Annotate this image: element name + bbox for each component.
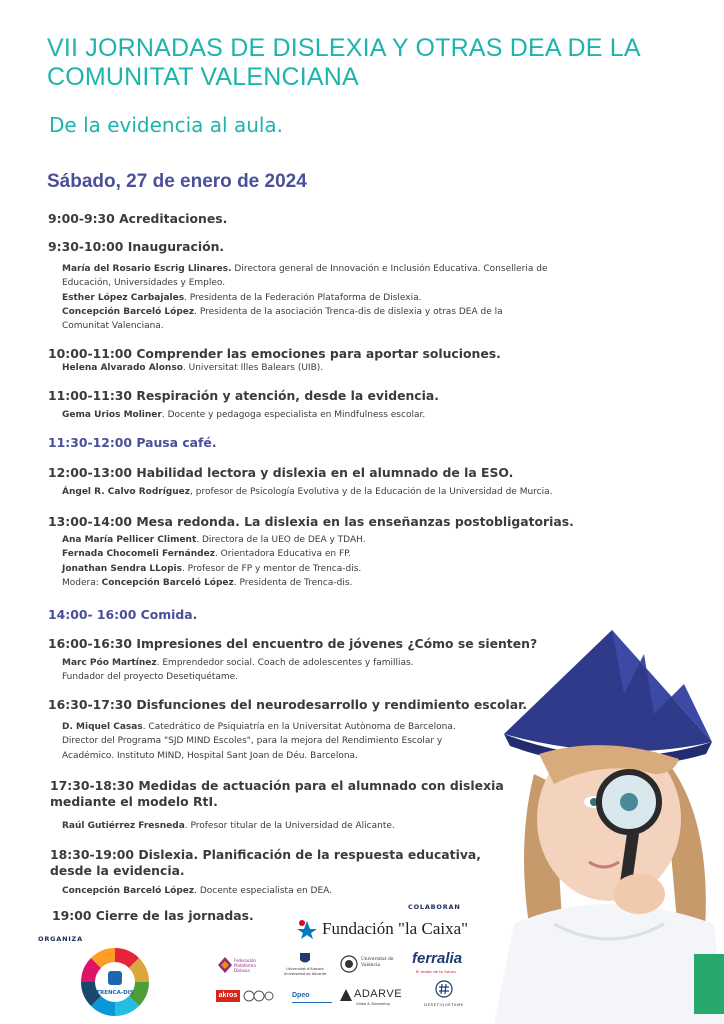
valencia-seal-icon bbox=[340, 955, 358, 973]
slot-inauguracion: 9:30-10:00 Inauguración. bbox=[48, 239, 225, 254]
speaker-name: Fernada Chocomeli Fernández bbox=[62, 549, 215, 560]
speaker-name: Raúl Gutiérrez Fresneda bbox=[62, 821, 185, 831]
speakers-habilidad-lectora bbox=[62, 485, 553, 499]
speaker-desc: . Directora de la UEO de DEA y TDAH. bbox=[196, 535, 366, 545]
slot-impresiones: 16:00-16:30 Impresiones del encuentro de jóvenes ¿Cómo se sienten? bbox=[48, 636, 538, 651]
speaker-name: Ángel R. Calvo Rodríguez bbox=[62, 487, 191, 497]
speaker-name: Helena Alvarado Alonso bbox=[62, 363, 183, 373]
adarve-subtext: Vídeo & Streaming bbox=[356, 1002, 390, 1006]
child-with-magnifier-image bbox=[494, 624, 724, 1024]
ferralia-logo bbox=[412, 950, 468, 976]
plataforma-icon bbox=[218, 957, 232, 973]
speakers-mesa-redonda bbox=[62, 533, 366, 590]
adarve-logo bbox=[340, 988, 410, 1008]
organizer-logo-text: TRENCA-DIS bbox=[96, 990, 134, 996]
adarve-text: ADARVE bbox=[354, 988, 403, 1000]
adarve-icon bbox=[340, 989, 352, 1001]
speakers-inauguracion bbox=[62, 262, 547, 333]
universidad-alicante-logo bbox=[282, 953, 328, 981]
speakers-planificacion bbox=[62, 884, 332, 898]
fundacion-la-caixa-logo bbox=[296, 918, 468, 940]
speaker-desc: Académico. Instituto MIND, Hospital Sant Joan de Déu. Barcelona. bbox=[62, 750, 358, 761]
slot-emociones: 10:00-11:00 Comprender las emociones para aportar soluciones. bbox=[48, 346, 501, 361]
partner-logo-icon bbox=[242, 989, 274, 1003]
la-caixa-star-icon bbox=[296, 918, 318, 940]
speaker-desc: Comunitat Valenciana. bbox=[62, 321, 164, 332]
speaker-name: Concepción Barceló López bbox=[62, 306, 195, 317]
speaker-name: Jonathan Sendra LLopis bbox=[62, 563, 182, 574]
speakers-medidas bbox=[62, 819, 395, 833]
slot-habilidad-lectora: 12:00-13:00 Habilidad lectora y dislexia en el alumnado de la ESO. bbox=[48, 465, 514, 480]
slot-medidas: 17:30-18:30 Medidas de actuación para el alumnado con dislexia mediante el modelo RtI. bbox=[50, 778, 504, 809]
desetiquetame-text: DESETIQUÉTAME bbox=[424, 1002, 464, 1007]
slot-disfunciones: 16:30-17:30 Disfunciones del neurodesarrollo y rendimiento escolar. bbox=[48, 697, 528, 712]
speaker-name: Concepción Barceló López bbox=[101, 577, 234, 588]
colaboran-label: COLABORAN bbox=[408, 903, 461, 911]
speaker-desc: . Universitat Illes Balears (UIB). bbox=[182, 363, 324, 373]
fundacion-text: Fundación "la Caixa" bbox=[322, 919, 469, 938]
speaker-desc: . Docente y pedagoga especialista en Mindfulness escolar. bbox=[161, 410, 426, 420]
alicante-text: Universitat d'Alacant Universidad de Alicante bbox=[283, 967, 327, 976]
speaker-desc: . Presidenta de la asociación Trenca-dis de dislexia y otras DEA de la bbox=[194, 306, 503, 317]
speaker-desc: . Docente especialista en DEA. bbox=[194, 886, 333, 896]
desetiquetame-logo bbox=[416, 980, 472, 1010]
speaker-desc: . Presidenta de la Federación Plataforma de Dislexia. bbox=[184, 292, 422, 303]
plataforma-text: Federación Plataforma Dislexia bbox=[234, 958, 256, 973]
dpeo-logo bbox=[292, 992, 338, 1012]
plataforma-dislexia-logo bbox=[218, 955, 268, 977]
slot-acreditaciones: 9:00-9:30 Acreditaciones. bbox=[48, 211, 228, 226]
slot-pausa-cafe: 11:30-12:00 Pausa café. bbox=[48, 435, 217, 450]
slot-planificacion: 18:30-19:00 Dislexia. Planificación de la respuesta educativa, desde la evidencia. bbox=[50, 847, 481, 878]
slot-mesa-redonda: 13:00-14:00 Mesa redonda. La dislexia en las enseñanzas postobligatorias. bbox=[48, 514, 574, 529]
speaker-desc: . Profesor titular de la Universidad de Alicante. bbox=[184, 821, 395, 831]
speaker-desc: . Presidenta de Trenca-dis. bbox=[233, 577, 353, 588]
speakers-disfunciones bbox=[62, 720, 456, 763]
speaker-name: María del Rosario Escrig Llinares. bbox=[62, 264, 232, 274]
slot-cierre: 19:00 Cierre de las jornadas. bbox=[52, 908, 254, 923]
dpeo-text: Dpeo bbox=[292, 992, 310, 999]
moderator-prefix: Modera: bbox=[62, 577, 102, 588]
speakers-emociones bbox=[62, 361, 323, 375]
speaker-name: Esther López Carbajales bbox=[62, 292, 185, 303]
valencia-text: Universitat de València bbox=[361, 957, 394, 968]
speaker-name: Marc Póo Martínez bbox=[62, 658, 157, 668]
speaker-name: Ana María Pellicer Climent bbox=[62, 535, 197, 545]
page-title: VII JORNADAS DE DISLEXIA Y OTRAS DEA DE LA COMUNITAT VALENCIANA bbox=[47, 34, 640, 91]
speaker-desc: . Catedrático de Psiquiatría en la Universitat Autònoma de Barcelona. bbox=[142, 722, 456, 732]
slot-respiracion: 11:00-11:30 Respiración y atención, desde la evidencia. bbox=[48, 388, 439, 403]
speaker-desc: . Emprendedor social. Coach de adolescentes y famillias. bbox=[156, 658, 414, 668]
speaker-name: Gema Urios Moliner bbox=[62, 410, 162, 420]
page-subtitle: De la evidencia al aula. bbox=[49, 113, 284, 137]
speaker-desc: Educación, Universidades y Empleo. bbox=[62, 278, 226, 289]
slot-comida: 14:00- 16:00 Comida. bbox=[48, 607, 198, 622]
speaker-name: D. Miquel Casas bbox=[62, 722, 143, 732]
event-date: Sábado, 27 de enero de 2024 bbox=[47, 171, 307, 192]
organiza-label: ORGANIZA bbox=[38, 935, 83, 943]
akros-logo bbox=[216, 990, 240, 1002]
universitat-valencia-logo bbox=[340, 953, 402, 977]
speaker-desc: . Profesor de FP y mentor de Trenca-dis. bbox=[181, 563, 362, 574]
akros-text: akros bbox=[218, 992, 238, 999]
speaker-desc: Directora general de Innovación e Inclusión Educativa. Conselleria de bbox=[231, 264, 548, 274]
speaker-desc: . Orientadora Educativa en FP. bbox=[214, 549, 352, 560]
ferralia-text: ferralia bbox=[412, 950, 463, 967]
hashtag-icon bbox=[435, 980, 453, 998]
alicante-shield-icon bbox=[300, 953, 310, 965]
speaker-name: Concepción Barceló López bbox=[62, 886, 195, 896]
trenca-dis-logo bbox=[80, 947, 150, 1017]
speakers-impresiones bbox=[62, 656, 414, 685]
speakers-respiracion bbox=[62, 408, 425, 422]
speaker-desc: Fundador del proyecto Desetiquétame. bbox=[62, 672, 239, 683]
ferralia-subtext: El motor de tu futuro bbox=[416, 969, 456, 974]
speaker-desc: Director del Programa "SJD MIND Escoles", para la mejora del Rendimiento Escolar y bbox=[62, 736, 443, 747]
speaker-desc: , profesor de Psicología Evolutiva y de la Educación de la Universidad de Murcia. bbox=[190, 487, 553, 497]
